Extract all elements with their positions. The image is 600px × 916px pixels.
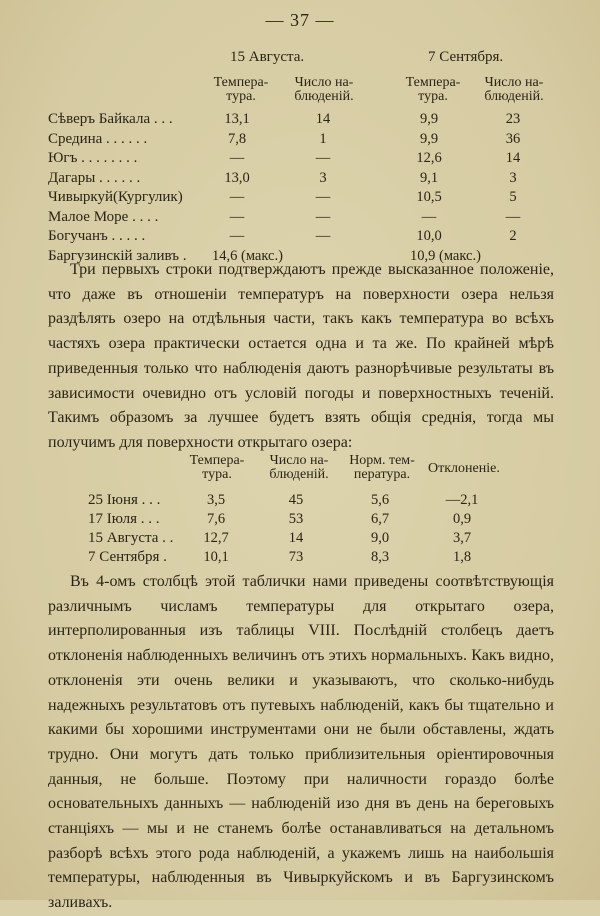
cell-temp-aug: 13,1 [224,111,250,127]
cell-temp-aug: — [229,208,245,225]
row-label: Малое Море . . . . [48,208,159,225]
cell-temp-sep: 10,9 (макс.) [410,247,481,264]
col-header-line: Темпера- [189,453,245,468]
cell-count: 45 [288,492,304,508]
cell-temp-sep: 9,9 [419,111,439,127]
col-header-temperature [180,454,254,482]
paragraph-2 [48,570,554,916]
col-header-line: тура. [202,467,232,482]
cell-count-sep: 5 [509,189,517,205]
cell-temp-aug: — [229,189,245,205]
cell-count-aug: — [315,189,331,205]
row-label: Дагары . . . . . . [48,169,141,186]
cell-temperature: 12,7 [203,530,229,546]
cell-normal-temperature: 5,6 [370,492,390,508]
cell-count-sep: 2 [509,228,517,244]
row-label: 17 Іюля . . . [88,511,160,527]
cell-count-sep: 23 [505,111,521,127]
col-header-count [260,454,338,482]
col-header-line: Темпера- [213,75,269,90]
cell-count-aug: 3 [319,169,327,186]
col-header-temperature-sep [398,76,468,104]
col-header-line: Число на- [269,453,329,468]
cell-count-sep: 3 [509,169,517,186]
cell-temp-sep: — [421,208,437,225]
col-header-count-aug [282,76,366,104]
cell-count-sep: 36 [505,130,521,147]
col-header-line: тура. [226,89,256,104]
cell-deviation: 3,7 [452,530,472,546]
cell-temperature: 10,1 [203,549,229,565]
col-header-line: тура. [418,89,448,104]
cell-temperature: 7,6 [206,511,226,527]
col-header-line: блюденій. [484,89,544,104]
col-header-line: пература. [353,467,411,482]
header-date-september: 7 Сентября. [428,49,504,65]
cell-count-aug: — [315,150,331,166]
cell-temp-aug: 14,6 (макс.) [212,247,283,264]
col-header-line: блюденій. [269,467,329,482]
col-header-line: Число на- [484,75,544,90]
cell-temperature: 3,5 [206,492,226,508]
col-header-count-sep [472,76,556,104]
cell-deviation: —2,1 [445,492,479,508]
cell-normal-temperature: 9,0 [370,530,390,546]
cell-temp-aug: 13,0 [224,169,250,186]
col-header-line: Темпера- [405,75,461,90]
cell-temp-sep: 10,0 [416,228,442,244]
cell-temp-sep: 9,9 [419,130,439,147]
cell-temp-sep: 9,1 [419,169,439,186]
cell-temp-sep: 10,5 [416,189,442,205]
row-label: 15 Августа . . [88,530,174,546]
cell-count: 53 [288,511,304,527]
col-header-normal-temperature [340,454,424,482]
col-header-line: блюденій. [294,89,354,104]
cell-count-sep: — [505,208,521,225]
cell-count-sep: 14 [505,150,521,166]
col-header-deviation: Отклоненіе. [428,461,500,476]
cell-temp-sep: 12,6 [416,150,442,166]
header-date-august: 15 Августа. [230,49,305,65]
row-label: Сѣверъ Байкала . . . [48,111,173,127]
cell-count: 73 [288,549,304,565]
row-label: 25 Іюня . . . [88,492,161,508]
cell-normal-temperature: 8,3 [370,549,390,565]
cell-temp-aug: 7,8 [227,130,247,147]
cell-temp-aug: — [229,150,245,166]
row-label: 7 Сентября . [88,549,167,565]
cell-normal-temperature: 6,7 [370,511,390,527]
row-label: Баргузинскій заливъ . [48,247,187,264]
cell-deviation: 0,9 [452,511,472,527]
row-label: Югъ . . . . . . . . [48,150,138,166]
col-header-temperature-aug [206,76,276,104]
cell-temp-aug: — [229,228,245,244]
row-label: Средина . . . . . . [48,130,148,147]
row-label: Богучанъ . . . . . [48,228,146,244]
cell-count-aug: — [315,228,331,244]
cell-count: 14 [288,530,304,546]
cell-count-aug: — [315,208,331,225]
paragraph-text: Три первыхъ строки подтверждаютъ прежде высказанное положеніе, что даже въ отношеніи температуръ на поверхности озера нельзя раздѣлять озеро на отдѣльныя части, такъ какъ температура во всѣхъ частяхъ озера практически остается одна и та же. По крайней мѣрѣ приведенныя только что наблюденія даютъ разнорѣчивые результаты въ зависимости очевидно отъ условій погоды и поверхностныхъ теченій. Такимъ образомъ за лучшее будетъ взять общія среднія, тогда мы получимъ для поверхности открытаго озера: [48,261,554,451]
page-number: — 37 — [265,10,335,30]
row-label: Чивыркуй(Кургулик) [48,189,183,205]
cell-count-aug: 1 [319,130,327,147]
paragraph-text: Въ 4-омъ столбцѣ этой таблички нами приведены соотвѣтствующія различнымъ числамъ температуры для открытаго озера, интерполированныя изъ таблицы VIII. Послѣдній столбецъ даетъ отклоненія наблюденныхъ величинъ отъ этихъ нормальныхъ. Какъ видно, отклоненія эти очень велики и указываютъ, что сколько-нибудь надежныхъ результатовъ отъ путевыхъ наблюденій, какъ бы тщательно и какими бы хорошими инструментами они не были обставлены, ждать трудно. Они могутъ дать только приблизительныя оріентировочныя данныя, не больше. Поэтому при наличности гораздо болѣе основательныхъ данныхъ — наблюденій изо дня въ день на береговыхъ станціяхъ — мы и не станемъ болѣе останавливаться на детальномъ разборѣ всѣхъ этого рода наблюденій, а укажемъ лишь на наибольшія температуры, наблюденныя въ Чивыркуйскомъ и въ Баргузинскомъ заливахъ. [48,573,554,912]
cell-count-aug: 14 [315,111,331,127]
col-header-line: Число на- [294,75,354,90]
paragraph-1 [48,258,554,456]
col-header-line: Норм. тем- [349,453,415,468]
cell-deviation: 1,8 [452,549,472,565]
